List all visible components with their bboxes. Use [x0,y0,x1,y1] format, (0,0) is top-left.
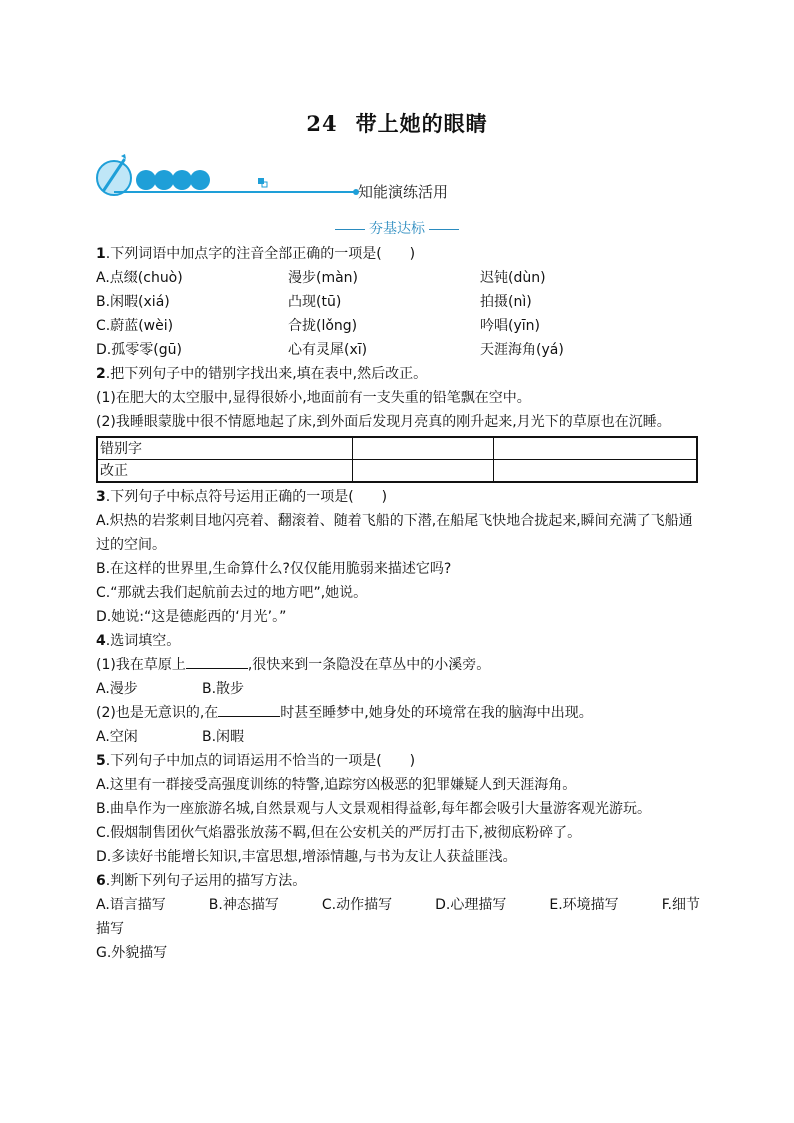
question-2-stem: 2.把下列句子中的错别字找出来,填在表中,然后改正。 [96,366,428,382]
divider [335,229,365,230]
banner-graphic [94,150,574,210]
fill-blank[interactable] [218,702,280,717]
pen-badge-icon [97,161,131,195]
question-6-option-g: G.外貌描写 [96,945,168,961]
fill-blank[interactable] [186,654,248,669]
bubble-icon [136,170,156,190]
section-label: 夯基达标 [369,221,425,237]
question-3-option-d: D.她说:“这是德彪西的‘月光’。” [96,609,287,625]
question-5-option-c: C.假烟制售团伙气焰嚣张放荡不羁,但在公安机关的严厉打击下,被彻底粉碎了。 [96,825,582,841]
table-row [97,437,697,460]
square-icon [258,178,264,184]
table-cell: 改正 [97,460,353,483]
banner-label: 知能演练活用 [358,183,449,201]
section-heading [0,218,794,238]
question-1-option-row: D.孤零零(gū) 心有灵犀(xī) 天涯海角(yá) [96,342,564,358]
page-title [0,108,794,138]
question-6-option-wrap: 描写 [96,921,124,937]
question-3-option-b: B.在这样的世界里,生命算什么?仅仅能用脆弱来描述它吗? [96,561,452,577]
table-cell: 错别字 [97,437,353,460]
question-4-options-2: A.空闲 B.闲暇 [96,729,245,745]
question-1-option-row: A.点缀(chuò) 漫步(màn) 迟钝(dùn) [96,270,546,286]
questions [96,242,700,965]
answer-cell[interactable] [494,460,698,483]
question-6-options: A.语言描写 B.神态描写 C.动作描写 D.心理描写 E.环境描写 F.细节 [96,897,700,913]
bubble-icon [154,170,174,190]
question-1-option-row: C.蔚蓝(wèi) 合拢(lǒng) 吟唱(yīn) [96,318,540,334]
question-5-option-b: B.曲阜作为一座旅游名城,自然景观与人文景观相得益彰,每年都会吸引大量游客观光游玩。 [96,801,651,817]
question-4-sentence-2: (2)也是无意识的,在 时甚至睡梦中,她身处的环境常在我的脑海中出现。 [96,701,700,725]
question-1-stem: 1.下列词语中加点字的注音全部正确的一项是( ) [96,246,416,262]
bubble-icon [172,170,192,190]
question-2-sentence-2: (2)我睡眼蒙胧中很不情愿地起了床,到外面后发现月亮真的刚升起来,月光下的草原也在沉睡。 [96,414,671,430]
bubble-icon [190,170,210,190]
question-3-stem: 3.下列句子中标点符号运用正确的一项是( ) [96,489,388,505]
question-4-stem: 4.选词填空。 [96,633,181,649]
table-row [97,460,697,483]
section-banner [94,150,574,210]
question-4-options-1: A.漫步 B.散步 [96,681,245,697]
answer-cell[interactable] [494,437,698,460]
answer-cell[interactable] [353,460,494,483]
question-1-option-row: B.闲暇(xiá) 凸现(tū) 拍摄(nì) [96,294,532,310]
lesson-number: 24 [306,111,338,136]
question-6-stem: 6.判断下列句子运用的描写方法。 [96,873,307,889]
question-5-option-d: D.多读好书能增长知识,丰富思想,增添情趣,与书为友让人获益匪浅。 [96,849,517,865]
question-5-option-a: A.这里有一群接受高强度训练的特警,追踪穷凶极恶的犯罪嫌疑人到天涯海角。 [96,777,577,793]
question-5-stem: 5.下列句子中加点的词语运用不恰当的一项是( ) [96,753,416,769]
correction-table [96,436,698,483]
divider [429,229,459,230]
question-3-option-a: A.炽热的岩浆刺目地闪亮着、翻滚着、随着飞船的下潜,在船尾飞快地合拢起来,瞬间充满了飞船通过的空间。 [96,513,693,553]
answer-cell[interactable] [353,437,494,460]
lesson-title: 带上她的眼睛 [355,112,488,136]
question-2-sentence-1: (1)在肥大的太空服中,显得很娇小,地面前有一支失重的铅笔飘在空中。 [96,390,531,406]
question-4-sentence-1: (1)我在草原上 ,很快来到一条隐没在草丛中的小溪旁。 [96,653,700,677]
question-3-option-c: C.“那就去我们起航前去过的地方吧”,她说。 [96,585,368,601]
